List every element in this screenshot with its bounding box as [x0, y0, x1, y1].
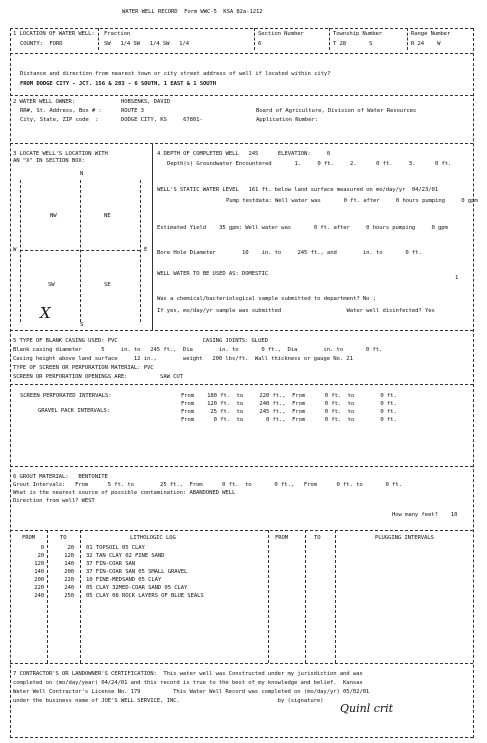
- log-from: 0: [40, 545, 44, 551]
- south-label: S: [80, 322, 84, 328]
- distance-value: FROM DODGE CITY - JCT. 156 & 283 - 6 SOUTH, 1 EAST & 1 SOUTH: [20, 81, 217, 87]
- log-header-lithologic: LITHOLOGIC LOG: [130, 535, 176, 541]
- range-label: Range Number: [411, 31, 451, 37]
- screen-material: TYPE OF SCREEN OR PERFORATION MATERIAL: PVC: [13, 365, 154, 371]
- log-to: 120: [64, 553, 74, 559]
- distance-label: Distance and direction from nearest town or city street address of well if located within city?: [20, 71, 331, 77]
- log-header-to: TO: [60, 535, 67, 541]
- log-header-from-2: FROM: [275, 535, 289, 541]
- city-label: City, State, ZIP code :: [20, 117, 99, 123]
- log-desc: 32 TAN CLAY 02 FINE SAND: [86, 553, 165, 559]
- sw-label: SW: [48, 282, 55, 288]
- section-label: Section Number: [258, 31, 304, 37]
- log-from: 140: [34, 569, 44, 575]
- divider: [329, 28, 330, 50]
- grout-intervals: Grout Intervals: From 5 ft. to 25 ft., From 0 ft. to 0 ft., From 0 ft. to 0 ft.: [13, 482, 402, 488]
- bore-hole: Bore Hole Diameter 10 in. to 245 ft., and in. to 0 ft.: [157, 250, 422, 256]
- divider: [268, 530, 269, 663]
- log-desc: 37 FIN-COAR SAN 05 SMALL GRAVEL: [86, 569, 188, 575]
- perforation-openings: SCREEN OR PERFORATION OPENINGS ARE: SAW CUT: [13, 374, 183, 380]
- water-use: WELL WATER TO BE USED AS: DOMESTIC: [157, 271, 269, 277]
- casing-type: 5 TYPE OF BLANK CASING USED: PVC CASING JOINTS: GLUED: [13, 338, 268, 344]
- address-label: RR#, St. Address, Box # :: [20, 108, 102, 114]
- pump-test: Pump testdata: Well water was 0 ft. after 0 hours pumping 0 gpm: [226, 198, 478, 204]
- divider: [335, 530, 336, 663]
- log-to: 250: [64, 593, 74, 599]
- locate-label-2: AN "X" IN SECTION BOX:: [13, 158, 85, 164]
- log-to: 220: [64, 577, 74, 583]
- divider: [98, 28, 99, 50]
- divider: [10, 143, 473, 144]
- city-value: DODGE CITY, KS 67801-: [121, 117, 203, 123]
- gravel-intervals-label: GRAVEL PACK INTERVALS:: [38, 408, 110, 414]
- well-location-x-mark: X: [40, 304, 51, 322]
- address-value: ROUTE 3: [121, 108, 144, 114]
- contamination-direction: Direction from well? WEST: [13, 498, 95, 504]
- box-left: [20, 180, 21, 322]
- east-label: E: [144, 247, 148, 253]
- divider: [10, 95, 473, 96]
- west-label: W: [13, 247, 17, 253]
- casing-height: Casing height above land surface 12 in., weight 200 lbs/ft. Wall thickness or gauge No. 21: [13, 356, 353, 362]
- estimated-yield: Estimated Yield 35 gpm: Well water was 0 ft. after 0 hours pumping 0 gpm: [157, 225, 448, 231]
- fraction-value: SW 1/4 SW 1/4 SW 1/4: [104, 41, 189, 47]
- log-header-to-2: TO: [314, 535, 321, 541]
- owner-label: 2 WATER WELL OWNER:: [13, 99, 76, 105]
- divider: [10, 737, 473, 738]
- log-to: 20: [67, 545, 74, 551]
- left-border: [10, 28, 11, 738]
- disinfected: If yes, mo/day/yr sample was submitted Water well disinfected? Yes: [157, 308, 435, 314]
- interval-row: From 120 ft. to 240 ft., From 0 ft. to 0 ft.: [181, 401, 397, 407]
- divider: [47, 530, 48, 663]
- contamination-distance: How many feet? 10: [392, 512, 458, 518]
- se-label: SE: [104, 282, 111, 288]
- north-label: N: [80, 171, 84, 177]
- ne-label: NE: [104, 213, 111, 219]
- location-header: 1 LOCATION OF WATER WELL:: [13, 31, 95, 37]
- divider: [10, 330, 473, 331]
- screen-intervals-label: SCREEN PERFORATED INTERVALS:: [20, 393, 112, 399]
- divider: [10, 663, 473, 664]
- section-value: 6: [258, 41, 262, 47]
- box-right: [140, 180, 141, 322]
- log-to: 200: [64, 569, 74, 575]
- interval-row: From 0 ft. to 0 ft., From 0 ft. to 0 ft.: [181, 417, 397, 423]
- box-mid-h: [20, 250, 140, 251]
- grout-material: 6 GROUT MATERIAL: BENTONITE: [13, 474, 108, 480]
- locate-label-1: 3 LOCATE WELL'S LOCATION WITH: [13, 151, 108, 157]
- log-from: 220: [34, 585, 44, 591]
- cert-line-2: completed on (mo/day/year) 04/24/01 and this record is true to the best of my knowledge and belief. Kansas: [13, 680, 363, 686]
- depth-line-2: Depth(s) Groundwater Encountered 1. 0 ft. 2. 0 ft. 3. 0 ft.: [167, 161, 452, 167]
- log-desc: 37 FIN-COAR SAN: [86, 561, 136, 567]
- county-field: COUNTY: FORD: [20, 41, 63, 47]
- divider: [407, 28, 408, 50]
- log-desc: 01 TOPSOIL 05 CLAY: [86, 545, 145, 551]
- signature: Quinl crit: [340, 702, 394, 715]
- township-value: T 28 S: [333, 41, 373, 47]
- log-desc: 05 CLAY 08 ROCK LAYERS OF BLUE SEALS: [86, 593, 204, 599]
- log-to: 140: [64, 561, 74, 567]
- fraction-label: Fraction: [104, 31, 131, 37]
- log-from: 200: [34, 577, 44, 583]
- divider: [10, 53, 473, 54]
- log-from: 20: [37, 553, 44, 559]
- log-desc: 05 CLAY 32MED-COAR SAND 05 CLAY: [86, 585, 188, 591]
- box-mid-v: [80, 180, 81, 322]
- log-header-from: FROM: [22, 535, 36, 541]
- divider: [152, 143, 153, 330]
- log-to: 240: [64, 585, 74, 591]
- interval-row: From 25 ft. to 245 ft., From 0 ft. to 0 ft.: [181, 409, 397, 415]
- log-from: 120: [34, 561, 44, 567]
- form-title: WATER WELL RECORD Form WWC-5 KSA 82a-1212: [122, 9, 263, 15]
- log-header-plugging: PLUGGING INTERVALS: [375, 535, 434, 541]
- right-border: [473, 28, 474, 738]
- chem-sample: Was a chemical/bacteriological sample submitted to department? No ;: [157, 296, 376, 302]
- water-use-number: 1: [455, 275, 459, 281]
- log-from: 240: [34, 593, 44, 599]
- contamination-source: What is the nearest source of possible contamination: ABANDONED WELL: [13, 490, 236, 496]
- log-desc: 10 FINE-MEDSAND 05 CLAY: [86, 577, 162, 583]
- nw-label: NW: [50, 213, 57, 219]
- owner-name: HOBSENKS, DAVID: [121, 99, 171, 105]
- cert-line-1: 7 CONTRACTOR'S OR LANDOWNER'S CERTIFICATION: This water well was Constructed under my jurisdiction and was: [13, 671, 363, 677]
- divider: [305, 530, 306, 663]
- township-label: Township Number: [333, 31, 383, 37]
- divider: [10, 384, 473, 385]
- divider: [254, 28, 255, 50]
- divider: [80, 530, 81, 663]
- divider: [10, 466, 473, 467]
- cert-line-4: under the business name of JOE'S WELL SERVICE, INC. by (signature): [13, 698, 324, 704]
- application-label: Application Number:: [256, 117, 319, 123]
- depth-line-1: 4 DEPTH OF COMPLETED WELL 245 ELEVATION: 0: [157, 151, 331, 157]
- range-value: R 24 W: [411, 41, 441, 47]
- divider: [10, 28, 473, 29]
- cert-line-3: Water Well Contractor's License No. 179 This Water Well Record was completed on (mo/day/yr) 05/02/01: [13, 689, 370, 695]
- static-level: WELL'S STATIC WATER LEVEL 161 ft. below land surface measured on mo/day/yr 04/23/01: [157, 187, 439, 193]
- interval-row: From 180 ft. to 220 ft., From 0 ft. to 0 ft.: [181, 393, 397, 399]
- board-text: Board of Agriculture, Division of Water Resources: [256, 108, 417, 114]
- casing-diameter: Blank casing diameter 5 in. to 245 ft., Dia in. to 0 ft., Dia in. to 0 ft.: [13, 347, 383, 353]
